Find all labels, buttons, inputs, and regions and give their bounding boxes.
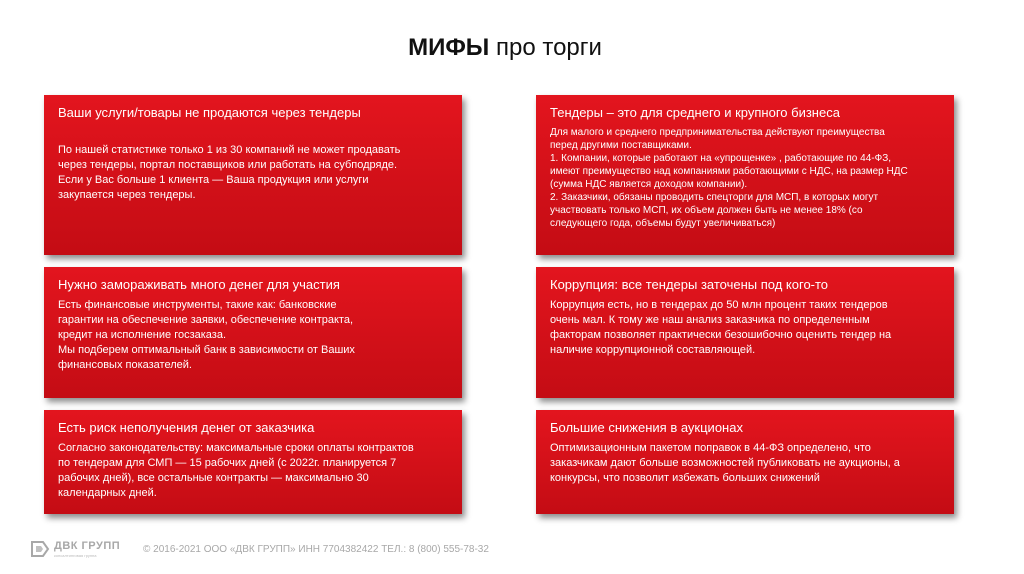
myth-card-payment-risk xyxy=(44,410,462,514)
page-title xyxy=(0,34,1010,62)
card-title: Нужно замораживать много денег для участия xyxy=(58,277,340,292)
footer xyxy=(30,538,630,562)
myth-card-auction-reductions xyxy=(536,410,954,514)
card-title: Коррупция: все тендеры заточены под кого-то xyxy=(550,277,829,292)
myth-card-frozen-money xyxy=(44,267,462,398)
card-title: Есть риск неполучения денег от заказчика xyxy=(58,420,315,435)
card-title: Ваши услуги/товары не продаются через тендеры xyxy=(58,105,361,120)
card-text: По нашей статистике только 1 из 30 компаний не может продавать через тендеры, портал поставщиков или работать на субподряде. Если у Вас больше 1 клиента — Ваша продукция или услуги закупается через тендеры. xyxy=(58,144,401,201)
myth-card-business-size xyxy=(536,95,954,255)
copyright-text: © 2016-2021 ООО «ДВК ГРУПП» ИНН 7704382422 ТЕЛ.: 8 (800) 555-78-32 xyxy=(143,544,489,555)
logo-name: ДВК ГРУПП xyxy=(54,540,121,552)
card-title: Большие снижения в аукционах xyxy=(550,420,743,435)
card-text: Есть финансовые инструменты, такие как: банковские гарантии на обеспечение заявки, обеспечение контракта, кредит на исполнение госзаказа. Мы подберем оптимальный банк в зависимости от Ваших финансовых показателей. xyxy=(58,299,355,371)
card-title: Тендеры – это для среднего и крупного бизнеса xyxy=(550,105,840,120)
logo-mark-icon xyxy=(30,540,50,558)
company-logo xyxy=(30,538,130,562)
myth-card-services xyxy=(44,95,462,255)
page-title-bold: МИФЫ xyxy=(408,34,490,61)
card-text: Согласно законодательству: максимальные сроки оплаты контрактов по тендерам для СМП — 15 рабочих дней (с 2022г. планируется 7 рабочих дней), все остальные контракты — максимально 30 календарных дней. xyxy=(58,442,414,499)
myth-card-corruption xyxy=(536,267,954,398)
logo-tagline: консалтинговая группа xyxy=(54,553,97,558)
page-title-rest: про торги xyxy=(489,34,602,61)
card-text: Оптимизационным пакетом поправок в 44-ФЗ определено, что заказчикам дают больше возможностей публиковать не аукционы, а конкурсы, что позволит избежать больших снижений xyxy=(550,442,900,484)
card-text: Для малого и среднего предпринимательства действуют преимущества перед другими поставщиками. 1. Компании, которые работают на «упрощенке» , работающие по 44-ФЗ, имеют преимущество над компаниями работающими с НДС, на размер НДС (сумма НДС является доходом компании). 2. Заказчики, обязаны проводить спецторги для МСП, в которых могут участвовать только МСП, их объем должен быть не менее 18% (со следующего года, объемы будут увеличиваться) xyxy=(550,127,908,229)
card-text: Коррупция есть, но в тендерах до 50 млн процент таких тендеров очень мал. К тому же наш анализ заказчика по определенным факторам позволяет практически безошибочно оценить тендер на наличие коррупционной составляющей. xyxy=(550,299,892,356)
